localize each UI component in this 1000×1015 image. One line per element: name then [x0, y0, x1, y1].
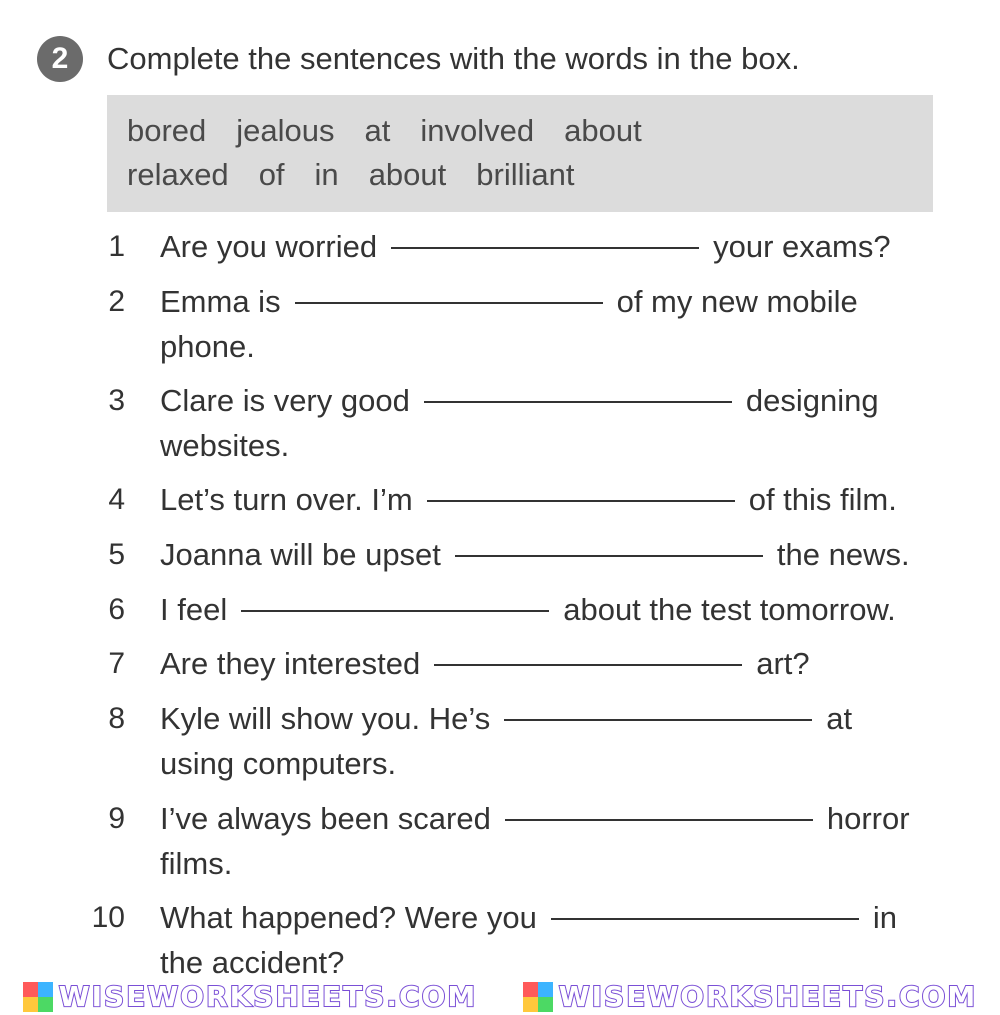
item-text-continued: phone. [160, 329, 255, 364]
word-box-word: at [364, 113, 391, 148]
item-number: 5 [108, 538, 125, 571]
item-text-before: Kyle will show you. He’s [160, 701, 491, 736]
watermark-brand [523, 980, 978, 1013]
answer-blank[interactable] [455, 555, 763, 557]
exercise-number-badge: 2 [37, 36, 83, 82]
item-text-after: in [872, 900, 897, 935]
item-number: 8 [108, 702, 125, 735]
watermark-text: WISEWORKSHEETS.COM [558, 980, 978, 1013]
item-number: 7 [108, 647, 125, 680]
item-number: 4 [108, 483, 125, 516]
watermark-footer [0, 978, 1000, 1015]
brand-logo-icon [23, 982, 53, 1012]
answer-blank[interactable] [427, 500, 735, 502]
word-box-word: about [564, 113, 642, 148]
word-box-word: involved [420, 113, 535, 148]
item-text-after: designing [745, 383, 879, 418]
word-box-line-1 [127, 109, 913, 153]
item-text-continued: films. [160, 846, 233, 881]
word-box-word: about [368, 157, 447, 192]
watermark-text: WISEWORKSHEETS.COM [58, 980, 478, 1013]
item-number: 2 [108, 285, 125, 318]
item-text-after: art? [756, 646, 810, 681]
item-text-continued: using computers. [160, 746, 397, 781]
answer-blank[interactable] [241, 610, 549, 612]
item-text-after: horror [826, 801, 910, 836]
item-text-after: about the test tomorrow. [563, 592, 896, 627]
answer-blank[interactable] [504, 719, 812, 721]
item-text-before: Joanna will be upset [160, 537, 441, 572]
item-text-before: What happened? Were you [160, 900, 537, 935]
word-box-word: of [258, 157, 285, 192]
word-box-word: relaxed [127, 157, 229, 192]
answer-blank[interactable] [551, 918, 859, 920]
item-text-before: I’ve always been scared [160, 801, 491, 836]
watermark-brand [23, 980, 478, 1013]
item-text-before: I feel [160, 592, 228, 627]
answer-blank[interactable] [295, 302, 603, 304]
word-box [107, 95, 933, 212]
item-text-after: the news. [776, 537, 910, 572]
word-box-word: bored [127, 113, 207, 148]
item-text-continued: the accident? [160, 945, 345, 980]
item-text-after: of my new mobile [616, 284, 858, 319]
answer-blank[interactable] [505, 819, 813, 821]
item-number: 9 [108, 802, 125, 835]
brand-logo-icon [523, 982, 553, 1012]
item-number: 6 [108, 593, 125, 626]
item-text-after: at [826, 701, 853, 736]
item-number: 3 [108, 384, 125, 417]
word-box-word: in [314, 157, 339, 192]
item-text-continued: websites. [160, 428, 290, 463]
item-text-before: Are they interested [160, 646, 421, 681]
answer-blank[interactable] [424, 401, 732, 403]
item-text-after: your exams? [713, 229, 891, 264]
answer-blank[interactable] [391, 247, 699, 249]
word-box-word: brilliant [476, 157, 575, 192]
answer-blank[interactable] [434, 664, 742, 666]
word-box-word: jealous [236, 113, 335, 148]
exercise-instruction: Complete the sentences with the words in the box. [107, 41, 800, 76]
item-text-after: of this film. [748, 482, 897, 517]
item-text-before: Let’s turn over. I’m [160, 482, 413, 517]
item-number: 10 [91, 901, 125, 934]
item-text-before: Clare is very good [160, 383, 410, 418]
word-box-line-2 [127, 153, 913, 197]
item-text-before: Emma is [160, 284, 281, 319]
item-number: 1 [108, 230, 125, 263]
exercise-header [37, 36, 800, 82]
item-text-before: Are you worried [160, 229, 378, 264]
